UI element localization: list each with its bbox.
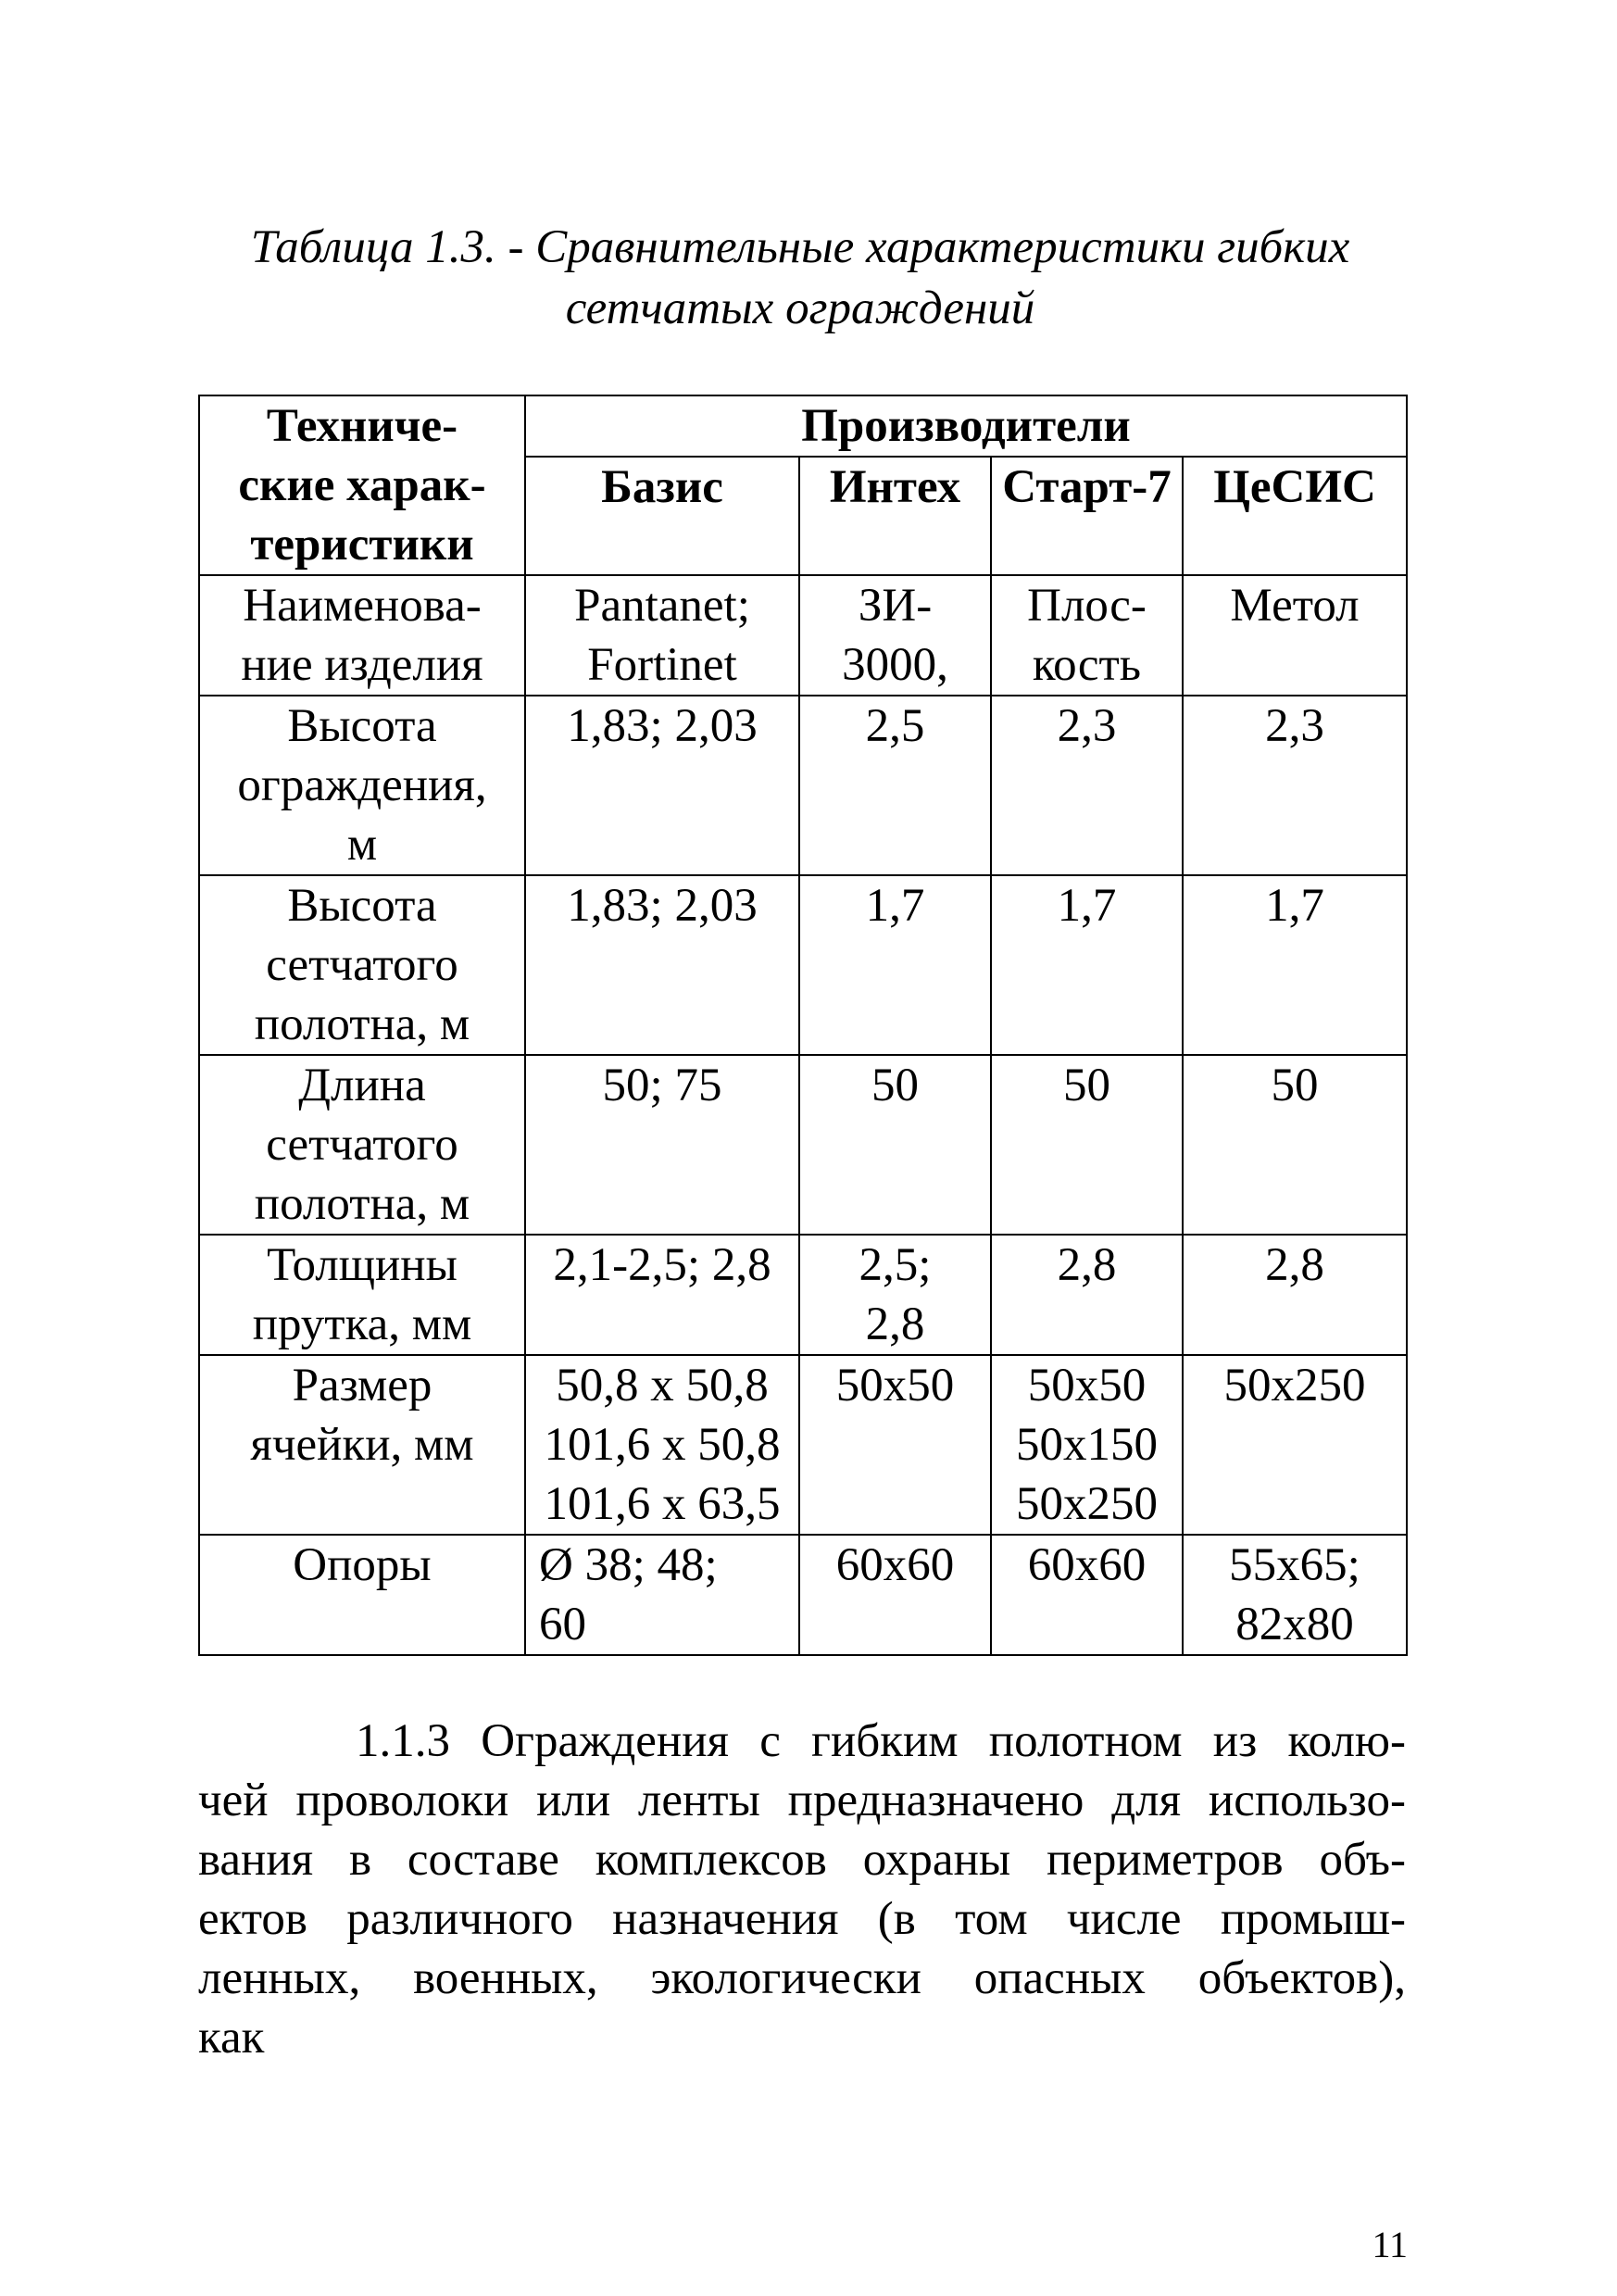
paragraph-line: как (198, 2012, 265, 2064)
table-row (199, 875, 1407, 1055)
row-label: Опоры (199, 1535, 525, 1655)
table-cell: 2,5 (799, 696, 991, 875)
table-cell: 2,1-2,5; 2,8 (525, 1235, 799, 1355)
page-number: 11 (1372, 2224, 1408, 2265)
header-col-cesis: ЦеСИС (1183, 457, 1407, 575)
table-row (199, 1535, 1407, 1655)
table-cell: 1,83; 2,03 (525, 696, 799, 875)
table-cell: 55х65; 82х80 (1183, 1535, 1407, 1655)
table-row (199, 1355, 1407, 1535)
header-manufacturers: Производители (525, 395, 1407, 457)
table-cell: 1,7 (1183, 875, 1407, 1055)
table-cell: 1,7 (991, 875, 1183, 1055)
body-paragraph (198, 1712, 1406, 2067)
table-cell: 2,8 (991, 1235, 1183, 1355)
table-cell: Метол (1183, 575, 1407, 696)
paragraph-line: вания в составе комплексов охраны периметров объ- (198, 1834, 1406, 1886)
table-cell: 50 (799, 1055, 991, 1235)
table-cell: 2,3 (991, 696, 1183, 875)
table-cell: 50х250 (1183, 1355, 1407, 1535)
table-row (199, 1235, 1407, 1355)
table-cell: 60х60 (799, 1535, 991, 1655)
caption-line-2: сетчатых ограждений (565, 282, 1035, 334)
row-label: Высота ограждения, м (199, 696, 525, 875)
table-row (199, 575, 1407, 696)
header-characteristics: Техниче- ские харак- теристики (199, 395, 525, 575)
header-col-bazis: Базис (525, 457, 799, 575)
table-cell: 50,8 х 50,8 101,6 х 50,8 101,6 х 63,5 (525, 1355, 799, 1535)
table-cell: 2,8 (1183, 1235, 1407, 1355)
header-col-start7: Старт-7 (991, 457, 1183, 575)
table-cell: 60х60 (991, 1535, 1183, 1655)
paragraph-line: чей проволоки или ленты предназначено для использо- (198, 1775, 1406, 1826)
row-label: Наименова- ние изделия (199, 575, 525, 696)
table-cell: 50 (991, 1055, 1183, 1235)
table-cell: 50х50 (799, 1355, 991, 1535)
comparison-table (198, 395, 1408, 1656)
paragraph-line: ектов различного назначения (в том числе промыш- (198, 1893, 1406, 1945)
table-caption (198, 217, 1402, 339)
table-cell: 50 (1183, 1055, 1407, 1235)
caption-line-1: Таблица 1.3. - Сравнительные характеристики гибких (250, 221, 1350, 273)
table-cell: 2,3 (1183, 696, 1407, 875)
paragraph-line: 1.1.3 Ограждения с гибким полотном из колю- (356, 1715, 1406, 1767)
table-cell: 1,83; 2,03 (525, 875, 799, 1055)
table-cell: Pantanet; Fortinet (525, 575, 799, 696)
table-row (199, 696, 1407, 875)
row-label: Толщины прутка, мм (199, 1235, 525, 1355)
table-cell: 1,7 (799, 875, 991, 1055)
table-cell: ЗИ- 3000, (799, 575, 991, 696)
table-cell: 50; 75 (525, 1055, 799, 1235)
table-cell: Ø 38; 48; 60 (525, 1535, 799, 1655)
table-cell: 2,5; 2,8 (799, 1235, 991, 1355)
paragraph-line: ленных, военных, экологически опасных объектов), (198, 1952, 1406, 2004)
table-cell: 50х50 50х150 50х250 (991, 1355, 1183, 1535)
table-cell: Плос- кость (991, 575, 1183, 696)
row-label: Размер ячейки, мм (199, 1355, 525, 1535)
table-row (199, 1055, 1407, 1235)
header-col-inteh: Интех (799, 457, 991, 575)
row-label: Высота сетчатого полотна, м (199, 875, 525, 1055)
row-label: Длина сетчатого полотна, м (199, 1055, 525, 1235)
